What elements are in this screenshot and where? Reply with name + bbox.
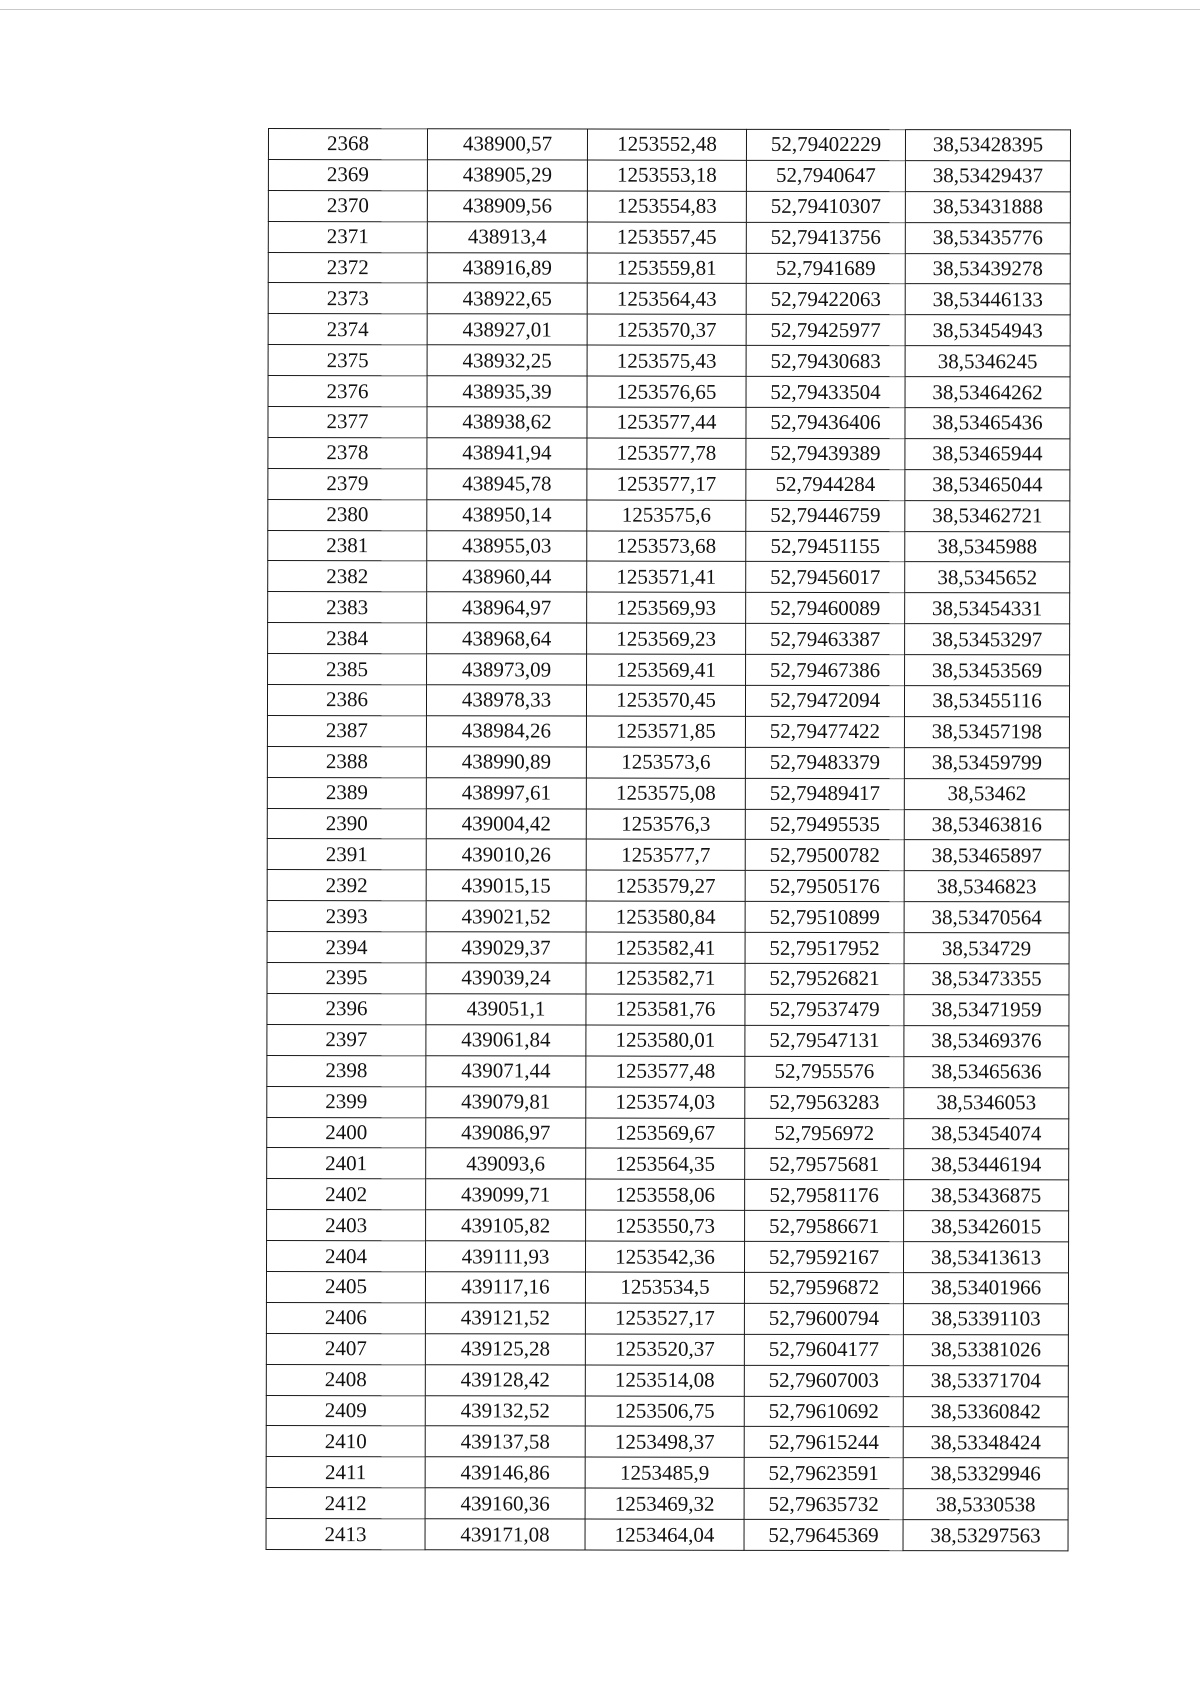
point-number-cell: 2407 xyxy=(266,1333,425,1364)
latitude-cell: 52,79517952 xyxy=(745,932,904,963)
latitude-cell: 52,79472094 xyxy=(745,685,904,716)
table-row xyxy=(268,592,1070,624)
point-number-cell: 2413 xyxy=(266,1519,425,1550)
longitude-cell: 38,53464262 xyxy=(905,377,1070,408)
x-coordinate-cell: 438932,25 xyxy=(427,345,587,376)
point-number-cell: 2389 xyxy=(267,777,426,808)
y-coordinate-cell: 1253577,44 xyxy=(587,407,746,438)
latitude-cell: 52,79635732 xyxy=(744,1489,903,1520)
y-coordinate-cell: 1253552,48 xyxy=(587,129,746,160)
point-number-cell: 2391 xyxy=(267,839,426,870)
longitude-cell: 38,53381026 xyxy=(903,1334,1068,1365)
table-row xyxy=(267,932,1069,964)
table-row xyxy=(267,715,1069,747)
longitude-cell: 38,53457198 xyxy=(904,717,1069,748)
longitude-cell: 38,53401966 xyxy=(903,1273,1068,1304)
point-number-cell: 2394 xyxy=(267,932,426,963)
longitude-cell: 38,53360842 xyxy=(903,1396,1068,1427)
y-coordinate-cell: 1253576,3 xyxy=(586,809,745,840)
point-number-cell: 2370 xyxy=(268,190,427,221)
table-row xyxy=(266,1457,1068,1489)
longitude-cell: 38,53455116 xyxy=(904,686,1069,717)
point-number-cell: 2379 xyxy=(268,468,427,499)
latitude-cell: 52,79607003 xyxy=(744,1365,903,1396)
longitude-cell: 38,53453569 xyxy=(905,655,1070,686)
y-coordinate-cell: 1253542,36 xyxy=(586,1241,745,1272)
y-coordinate-cell: 1253577,78 xyxy=(587,438,746,469)
table-row xyxy=(267,993,1069,1025)
y-coordinate-cell: 1253564,43 xyxy=(587,284,746,315)
longitude-cell: 38,53413613 xyxy=(904,1242,1069,1273)
latitude-cell: 52,79500782 xyxy=(745,840,904,871)
y-coordinate-cell: 1253573,6 xyxy=(586,747,745,778)
latitude-cell: 52,79433504 xyxy=(746,376,905,407)
y-coordinate-cell: 1253569,93 xyxy=(587,592,746,623)
latitude-cell: 52,7956972 xyxy=(745,1118,904,1149)
table-row xyxy=(268,221,1070,253)
y-coordinate-cell: 1253580,84 xyxy=(586,901,745,932)
table-row xyxy=(267,1055,1069,1087)
table-row xyxy=(266,1488,1068,1520)
latitude-cell: 52,79402229 xyxy=(746,129,905,160)
point-number-cell: 2386 xyxy=(267,685,426,716)
y-coordinate-cell: 1253569,41 xyxy=(587,654,746,685)
point-number-cell: 2372 xyxy=(268,252,427,283)
point-number-cell: 2371 xyxy=(268,221,427,252)
table-row xyxy=(267,963,1069,995)
table-row xyxy=(268,283,1070,315)
y-coordinate-cell: 1253571,41 xyxy=(587,562,746,593)
point-number-cell: 2384 xyxy=(268,623,427,654)
table-row xyxy=(266,1364,1068,1396)
x-coordinate-cell: 438938,62 xyxy=(427,407,587,438)
y-coordinate-cell: 1253577,17 xyxy=(587,469,746,500)
y-coordinate-cell: 1253534,5 xyxy=(585,1272,744,1303)
longitude-cell: 38,5346823 xyxy=(904,871,1069,902)
table-row xyxy=(266,1519,1068,1551)
table-row xyxy=(267,808,1069,840)
latitude-cell: 52,79439389 xyxy=(746,438,905,469)
y-coordinate-cell: 1253575,6 xyxy=(587,500,746,531)
table-row xyxy=(268,561,1070,593)
table-row xyxy=(267,746,1069,778)
x-coordinate-cell: 438955,03 xyxy=(427,530,587,561)
latitude-cell: 52,79505176 xyxy=(745,871,904,902)
x-coordinate-cell: 439160,36 xyxy=(425,1488,585,1519)
x-coordinate-cell: 438978,33 xyxy=(426,685,586,716)
x-coordinate-cell: 438922,65 xyxy=(427,283,587,314)
longitude-cell: 38,53371704 xyxy=(903,1365,1068,1396)
table-row xyxy=(268,314,1070,346)
x-coordinate-cell: 439125,28 xyxy=(425,1334,585,1365)
point-number-cell: 2396 xyxy=(267,993,426,1024)
x-coordinate-cell: 439132,52 xyxy=(425,1395,585,1426)
longitude-cell: 38,53471959 xyxy=(904,995,1069,1026)
latitude-cell: 52,79586671 xyxy=(745,1211,904,1242)
x-coordinate-cell: 439128,42 xyxy=(425,1364,585,1395)
table-row xyxy=(267,777,1069,809)
point-number-cell: 2393 xyxy=(267,901,426,932)
y-coordinate-cell: 1253514,08 xyxy=(585,1365,744,1396)
table-row xyxy=(268,437,1070,469)
latitude-cell: 52,7955576 xyxy=(745,1056,904,1087)
latitude-cell: 52,79467386 xyxy=(746,654,905,685)
y-coordinate-cell: 1253579,27 xyxy=(586,870,745,901)
latitude-cell: 52,79615244 xyxy=(744,1427,903,1458)
x-coordinate-cell: 438909,56 xyxy=(427,191,587,222)
longitude-cell: 38,53470564 xyxy=(904,902,1069,933)
longitude-cell: 38,53465636 xyxy=(904,1056,1069,1087)
point-number-cell: 2388 xyxy=(267,746,426,777)
y-coordinate-cell: 1253464,04 xyxy=(585,1519,744,1550)
x-coordinate-cell: 439079,81 xyxy=(426,1086,586,1117)
table-row xyxy=(267,1024,1069,1056)
longitude-cell: 38,53391103 xyxy=(903,1303,1068,1334)
latitude-cell: 52,79436406 xyxy=(746,407,905,438)
latitude-cell: 52,79430683 xyxy=(746,346,905,377)
x-coordinate-cell: 438900,57 xyxy=(427,129,587,160)
y-coordinate-cell: 1253569,23 xyxy=(587,623,746,654)
longitude-cell: 38,53348424 xyxy=(903,1427,1068,1458)
point-number-cell: 2401 xyxy=(267,1148,426,1179)
point-number-cell: 2392 xyxy=(267,870,426,901)
latitude-cell: 52,79422063 xyxy=(746,284,905,315)
y-coordinate-cell: 1253558,06 xyxy=(586,1179,745,1210)
longitude-cell: 38,53436875 xyxy=(904,1180,1069,1211)
point-number-cell: 2398 xyxy=(267,1055,426,1086)
longitude-cell: 38,53454943 xyxy=(905,315,1070,346)
point-number-cell: 2409 xyxy=(266,1395,425,1426)
latitude-cell: 52,79460089 xyxy=(746,593,905,624)
table-row xyxy=(268,190,1070,222)
latitude-cell: 52,79410307 xyxy=(746,191,905,222)
longitude-cell: 38,53439278 xyxy=(905,253,1070,284)
point-number-cell: 2411 xyxy=(266,1457,425,1488)
x-coordinate-cell: 439105,82 xyxy=(426,1210,586,1241)
longitude-cell: 38,53469376 xyxy=(904,1025,1069,1056)
y-coordinate-cell: 1253559,81 xyxy=(587,253,746,284)
x-coordinate-cell: 438973,09 xyxy=(427,654,587,685)
latitude-cell: 52,79425977 xyxy=(746,315,905,346)
longitude-cell: 38,53329946 xyxy=(903,1458,1068,1489)
y-coordinate-cell: 1253570,37 xyxy=(587,314,746,345)
table-row xyxy=(268,159,1070,191)
x-coordinate-cell: 439021,52 xyxy=(426,901,586,932)
coordinates-table xyxy=(266,128,1071,1551)
table-row xyxy=(266,1271,1068,1303)
longitude-cell: 38,5330538 xyxy=(903,1489,1068,1520)
latitude-cell: 52,79592167 xyxy=(745,1241,904,1272)
table-row xyxy=(267,1086,1069,1118)
longitude-cell: 38,5345652 xyxy=(905,562,1070,593)
table-row xyxy=(268,407,1070,439)
x-coordinate-cell: 439004,42 xyxy=(426,808,586,839)
table-row xyxy=(267,1117,1069,1149)
longitude-cell: 38,53297563 xyxy=(903,1520,1068,1551)
point-number-cell: 2383 xyxy=(268,592,427,623)
point-number-cell: 2412 xyxy=(266,1488,425,1519)
x-coordinate-cell: 438984,26 xyxy=(426,716,586,747)
y-coordinate-cell: 1253570,45 xyxy=(586,685,745,716)
x-coordinate-cell: 439093,6 xyxy=(426,1148,586,1179)
longitude-cell: 38,53446194 xyxy=(904,1149,1069,1180)
latitude-cell: 52,79446759 xyxy=(746,500,905,531)
y-coordinate-cell: 1253575,43 xyxy=(587,345,746,376)
point-number-cell: 2404 xyxy=(267,1241,426,1272)
latitude-cell: 52,79495535 xyxy=(745,809,904,840)
point-number-cell: 2387 xyxy=(267,715,426,746)
latitude-cell: 52,79413756 xyxy=(746,222,905,253)
longitude-cell: 38,5346245 xyxy=(905,346,1070,377)
y-coordinate-cell: 1253469,32 xyxy=(585,1488,744,1519)
longitude-cell: 38,53426015 xyxy=(904,1211,1069,1242)
x-coordinate-cell: 438927,01 xyxy=(427,314,587,345)
latitude-cell: 52,79477422 xyxy=(745,716,904,747)
longitude-cell: 38,53454074 xyxy=(904,1118,1069,1149)
y-coordinate-cell: 1253582,71 xyxy=(586,963,745,994)
y-coordinate-cell: 1253527,17 xyxy=(585,1303,744,1334)
table-row xyxy=(268,623,1070,655)
longitude-cell: 38,53463816 xyxy=(904,809,1069,840)
x-coordinate-cell: 438941,94 xyxy=(427,438,587,469)
point-number-cell: 2397 xyxy=(267,1024,426,1055)
y-coordinate-cell: 1253554,83 xyxy=(587,191,746,222)
point-number-cell: 2402 xyxy=(267,1179,426,1210)
point-number-cell: 2408 xyxy=(266,1364,425,1395)
table-row xyxy=(267,1210,1069,1242)
table-row xyxy=(268,345,1070,377)
y-coordinate-cell: 1253564,35 xyxy=(586,1148,745,1179)
y-coordinate-cell: 1253575,08 xyxy=(586,778,745,809)
latitude-cell: 52,79581176 xyxy=(745,1180,904,1211)
table-row xyxy=(267,1179,1069,1211)
longitude-cell: 38,53428395 xyxy=(905,130,1070,161)
latitude-cell: 52,79510899 xyxy=(745,902,904,933)
y-coordinate-cell: 1253577,7 xyxy=(586,840,745,871)
longitude-cell: 38,53465436 xyxy=(905,408,1070,439)
longitude-cell: 38,53465944 xyxy=(905,439,1070,470)
latitude-cell: 52,79563283 xyxy=(745,1087,904,1118)
point-number-cell: 2382 xyxy=(268,561,427,592)
y-coordinate-cell: 1253485,9 xyxy=(585,1457,744,1488)
x-coordinate-cell: 438935,39 xyxy=(427,376,587,407)
latitude-cell: 52,79547131 xyxy=(745,1025,904,1056)
x-coordinate-cell: 439099,71 xyxy=(426,1179,586,1210)
x-coordinate-cell: 439137,58 xyxy=(425,1426,585,1457)
latitude-cell: 52,79596872 xyxy=(744,1272,903,1303)
y-coordinate-cell: 1253520,37 xyxy=(585,1334,744,1365)
x-coordinate-cell: 439086,97 xyxy=(426,1117,586,1148)
point-number-cell: 2381 xyxy=(268,530,427,561)
y-coordinate-cell: 1253573,68 xyxy=(587,531,746,562)
x-coordinate-cell: 439015,15 xyxy=(426,870,586,901)
x-coordinate-cell: 438916,89 xyxy=(427,252,587,283)
latitude-cell: 52,7940647 xyxy=(746,160,905,191)
table-row xyxy=(266,1302,1068,1334)
y-coordinate-cell: 1253550,73 xyxy=(586,1210,745,1241)
longitude-cell: 38,53465897 xyxy=(904,840,1069,871)
y-coordinate-cell: 1253498,37 xyxy=(585,1426,744,1457)
latitude-cell: 52,79451155 xyxy=(746,531,905,562)
y-coordinate-cell: 1253557,45 xyxy=(587,222,746,253)
y-coordinate-cell: 1253577,48 xyxy=(586,1056,745,1087)
x-coordinate-cell: 439051,1 xyxy=(426,994,586,1025)
x-coordinate-cell: 438990,89 xyxy=(426,747,586,778)
x-coordinate-cell: 438997,61 xyxy=(426,777,586,808)
table-row xyxy=(267,901,1069,933)
point-number-cell: 2378 xyxy=(268,437,427,468)
table-row xyxy=(266,1395,1068,1427)
point-number-cell: 2376 xyxy=(268,376,427,407)
longitude-cell: 38,53473355 xyxy=(904,964,1069,995)
x-coordinate-cell: 438905,29 xyxy=(427,160,587,191)
point-number-cell: 2400 xyxy=(267,1117,426,1148)
table-row xyxy=(267,839,1069,871)
x-coordinate-cell: 438964,97 xyxy=(427,592,587,623)
point-number-cell: 2369 xyxy=(268,159,427,190)
point-number-cell: 2406 xyxy=(266,1302,425,1333)
longitude-cell: 38,53429437 xyxy=(905,161,1070,192)
y-coordinate-cell: 1253571,85 xyxy=(586,716,745,747)
y-coordinate-cell: 1253580,01 xyxy=(586,1025,745,1056)
y-coordinate-cell: 1253574,03 xyxy=(586,1087,745,1118)
x-coordinate-cell: 438945,78 xyxy=(427,469,587,500)
table-row xyxy=(268,499,1070,531)
latitude-cell: 52,79526821 xyxy=(745,963,904,994)
y-coordinate-cell: 1253582,41 xyxy=(586,932,745,963)
longitude-cell: 38,5345988 xyxy=(905,531,1070,562)
x-coordinate-cell: 438913,4 xyxy=(427,221,587,252)
point-number-cell: 2368 xyxy=(268,129,427,160)
longitude-cell: 38,534729 xyxy=(904,933,1069,964)
table-row xyxy=(268,468,1070,500)
x-coordinate-cell: 439061,84 xyxy=(426,1025,586,1056)
latitude-cell: 52,79645369 xyxy=(744,1519,903,1550)
longitude-cell: 38,53462 xyxy=(904,778,1069,809)
table-row xyxy=(268,654,1070,686)
coordinates-table-body xyxy=(266,129,1070,1551)
point-number-cell: 2380 xyxy=(268,499,427,530)
table-row xyxy=(267,1241,1069,1273)
x-coordinate-cell: 438960,44 xyxy=(427,561,587,592)
longitude-cell: 38,53454331 xyxy=(905,593,1070,624)
table-row xyxy=(268,252,1070,284)
y-coordinate-cell: 1253569,67 xyxy=(586,1118,745,1149)
latitude-cell: 52,79604177 xyxy=(744,1334,903,1365)
longitude-cell: 38,53459799 xyxy=(904,747,1069,778)
table-row xyxy=(267,685,1069,717)
point-number-cell: 2405 xyxy=(266,1271,425,1302)
point-number-cell: 2373 xyxy=(268,283,427,314)
table-row xyxy=(268,129,1070,161)
latitude-cell: 52,7941689 xyxy=(746,253,905,284)
y-coordinate-cell: 1253553,18 xyxy=(587,160,746,191)
x-coordinate-cell: 438950,14 xyxy=(427,499,587,530)
x-coordinate-cell: 439071,44 xyxy=(426,1055,586,1086)
x-coordinate-cell: 439117,16 xyxy=(425,1272,585,1303)
x-coordinate-cell: 439039,24 xyxy=(426,963,586,994)
x-coordinate-cell: 439111,93 xyxy=(426,1241,586,1272)
latitude-cell: 52,79610692 xyxy=(744,1396,903,1427)
table-row xyxy=(268,376,1070,408)
table-row xyxy=(268,530,1070,562)
latitude-cell: 52,79489417 xyxy=(745,778,904,809)
latitude-cell: 52,79456017 xyxy=(746,562,905,593)
table-row xyxy=(267,1148,1069,1180)
point-number-cell: 2390 xyxy=(267,808,426,839)
y-coordinate-cell: 1253506,75 xyxy=(585,1396,744,1427)
x-coordinate-cell: 439029,37 xyxy=(426,932,586,963)
table-row xyxy=(266,1426,1068,1458)
y-coordinate-cell: 1253581,76 xyxy=(586,994,745,1025)
latitude-cell: 52,79483379 xyxy=(745,747,904,778)
latitude-cell: 52,79623591 xyxy=(744,1458,903,1489)
x-coordinate-cell: 438968,64 xyxy=(427,623,587,654)
longitude-cell: 38,53435776 xyxy=(905,222,1070,253)
longitude-cell: 38,53446133 xyxy=(905,284,1070,315)
table-row xyxy=(266,1333,1068,1365)
latitude-cell: 52,79463387 xyxy=(746,624,905,655)
point-number-cell: 2410 xyxy=(266,1426,425,1457)
latitude-cell: 52,79537479 xyxy=(745,994,904,1025)
x-coordinate-cell: 439171,08 xyxy=(425,1519,585,1550)
longitude-cell: 38,53462721 xyxy=(905,500,1070,531)
point-number-cell: 2375 xyxy=(268,345,427,376)
point-number-cell: 2374 xyxy=(268,314,427,345)
point-number-cell: 2403 xyxy=(267,1210,426,1241)
longitude-cell: 38,53465044 xyxy=(905,469,1070,500)
latitude-cell: 52,79600794 xyxy=(744,1303,903,1334)
scan-top-edge-line xyxy=(0,9,1200,10)
point-number-cell: 2395 xyxy=(267,963,426,994)
x-coordinate-cell: 439146,86 xyxy=(425,1457,585,1488)
longitude-cell: 38,5346053 xyxy=(904,1087,1069,1118)
point-number-cell: 2385 xyxy=(268,654,427,685)
longitude-cell: 38,53453297 xyxy=(905,624,1070,655)
point-number-cell: 2399 xyxy=(267,1086,426,1117)
latitude-cell: 52,79575681 xyxy=(745,1149,904,1180)
point-number-cell: 2377 xyxy=(268,407,427,438)
longitude-cell: 38,53431888 xyxy=(905,191,1070,222)
x-coordinate-cell: 439010,26 xyxy=(426,839,586,870)
y-coordinate-cell: 1253576,65 xyxy=(587,376,746,407)
x-coordinate-cell: 439121,52 xyxy=(425,1303,585,1334)
table-row xyxy=(267,870,1069,902)
latitude-cell: 52,7944284 xyxy=(746,469,905,500)
